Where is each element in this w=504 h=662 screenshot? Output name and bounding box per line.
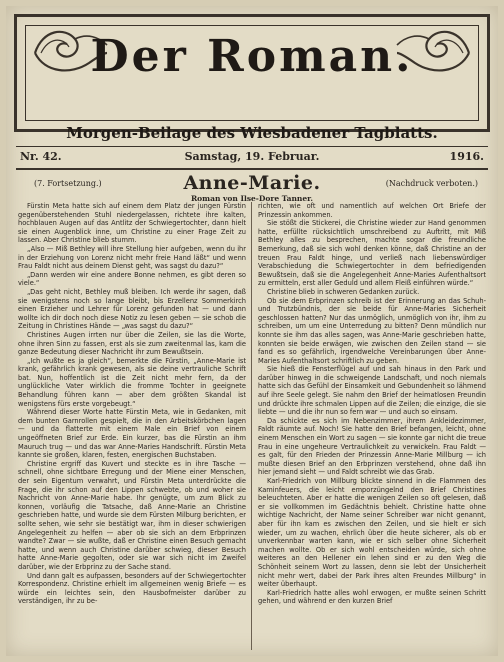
- article-author: Roman von Ilse-Dore Tanner.: [190, 194, 314, 203]
- issue-info-line: [20, 150, 484, 166]
- paragraph: Fürstin Meta hatte sich auf einem dem Platz der jungen Fürstin gegenüberstehenden Stuhl niedergelassen, richtete ihre kalten, hochblauen Augen auf das Antlitz der Schwiegertochter, dann hielt sie einen Augenblick inne, um Christine zu einer Frage Zeit zu lassen. Aber Christine blieb stumm.: [18, 202, 246, 245]
- continuation-note: (7. Fortsetzung.): [34, 179, 102, 188]
- issue-year: 1916.: [449, 150, 484, 163]
- newspaper-subtitle: Morgen-Beilage des Wiesbadener Tagblatts.: [66, 124, 438, 142]
- article-column-right: [258, 202, 486, 650]
- paragraph: Da schickte es sich im Nebenzimmer, ihrem Ankleidezimmer, Faldt räumte auf. Noch! Sie hatte den Brief befangen, leicht, ohne einem Menschen ein Wort zu sagen — sie konnte gar nicht die treue Frau in eine ungeheure Vertraulichkeit zu verwickeln. Frau Faldt — es galt, für den Frieden der Prinzessin Anne-Marie Millburg — ich mußte diesen Brief an den Erbprinzen verstehend, ohne daß ihn hier jemand sieht — und Faldt schreibt wie das Grab.: [258, 415, 486, 477]
- paragraph: richten, wie oft und namentlich auf welchen Ort Briefe der Prinzessin ankommen.: [258, 202, 486, 219]
- paragraph: Karl-Friedrich hatte alles wohl erwogen, er mußte seinen Schritt gehen, und während er den kurzen Brief: [258, 587, 486, 606]
- header-rule-bottom: [16, 168, 488, 170]
- header-rule-top: [16, 146, 488, 147]
- paragraph: „Also — Miß Bethley will ihre Stellung hier aufgeben, wenn du ihr in der Erziehung von Lorenz nicht mehr freie Hand läßt“ und wenn Frau Faldt nicht aus deinem Dienst geht, was sagst du dazu?“: [18, 243, 246, 271]
- paragraph: Sie stößt die Stickerei, die Christine wieder zur Hand genommen hatte, erfüllte rücksichtlich umschreibend zu Auftritt, mit Miß Bethley alles zu besprechen, machte sogar die freundliche Bemerkung, daß sie sich wohl denken könne, daß Christine an der treuen Frau Faldt hinge, und verließ nach liebenswürdiger Verabschiedung die Schwiegertochter in dem befriedigenden Bewußtsein, daß sie die Angelegenheit Anne-Maries Aufenthaltsort zu ermitteln, erst aller Geduld und allem Fleiß einführen würde.“: [258, 218, 486, 288]
- issue-date: Samstag, 19. Februar.: [184, 150, 320, 163]
- reprint-note: (Nachdruck verboten.): [385, 179, 478, 188]
- paragraph: Während dieser Worte hatte Fürstin Meta, wie in Gedanken, mit dem bunten Garnrollen gespielt, die in den Arbeitskörbchen lagen — und da flatterte mit einem Male ein Brief von einem ungeöffneten Brief zur Erde. Ein kurzer, bas die Fürstin an ihm Mauruch trug — und das war Anne-Maries Handschrift. Fürstin Meta kannte sie großen, klaren, festen, energischen Buchstaben.: [18, 407, 246, 460]
- issue-number: Nr. 42.: [20, 150, 62, 163]
- article-column-left: [18, 202, 246, 650]
- masthead-frame: [14, 14, 490, 132]
- newspaper-page: [6, 6, 498, 656]
- paragraph: Karl-Friedrich von Millburg blickte sinnend in die Flammen des Kaminfeuers, die leicht emporzüngelnd den Brief Christines beleuchteten. Aber er hatte die wenigen Zeilen so oft gelesen, daß er sie vollkommen im Gedächtnis behielt. Christine hatte ohne wichtige Nachricht, der Name seiner Schreiber war nicht genannt, aber für ihn kam es zwischen den Zeilen, und sie hielt er sich wieder, um zu wachen, ehrlich über die heute sicherer, als ob er unverkennbar warten kann, wie er sich selber ohne Sicherheit machen wollte. Ob er sich wohl entscheiden würde, sich ohne weiteres an den Hellener ein lehen sind er zu den Weg die Schönheit seinem Wort zu lassen, denn sie lebt der Unsicherheit nicht mehr wert, dabei der Park ihres alten Freundes Millburg“ in weiter überhaupt.: [258, 476, 486, 589]
- paragraph: Christine ergriff das Kuvert und steckte es in ihre Tasche — schnell, ohne sichtbare Erregung und der Miene einer Menschen, der sein Eigentum verwahrt, und Fürstin Meta unterdrückte die Frage, die ihr schon auf den Lippen schwebte, ob und woher sie Nachricht von Anne-Marie habe. Ihr genügte, um zum Blick zu konnen, vorläufig die Tatsache, daß Anne-Marie an Christine geschrieben hatte, und wurde sie dem Fürsten Milburg berichten, er sollte sehen, wie sehr sie bestätigt war, ihm in dieser schwierigen Angelegenheit zu helfen — aber ob sie sich an dem Erbprinzen wandte? Zwar — sie wußte, daß er Christine einen Besuch gemacht hatte, und wenn auch Christine darüber schwieg, dieser Besuch hatte Anne-Marie gegolten, oder sie war sich nicht im Zweifel darüber, wie der Erbprinz zu der Sache stand.: [18, 458, 246, 571]
- paragraph: Christines Augen irrten nur über die Zeilen, sie las die Worte, ohne ihren Sinn zu fassen, erst als sie zum zweitenmal las, kam die ganze Bedeutung dieser Nachricht ihr zum Bewußtsein.: [18, 329, 246, 357]
- paragraph: Sie hieß die Fensterflügel auf und sah hinaus in den Park und darüber hinweg in die schweigende Landschaft, und noch niemals hatte sich das Gefühl der Einsamkeit und Gebundenheit so lähmend auf ihre Seele gelegt. Sie nahm den Brief der heimatlosen Freundin und drückte ihre schmalen Lippen auf die Zeilen; die einzige, die sie liebte — und die ihr nun so fern war — und auch so einsam.: [258, 364, 486, 417]
- paragraph: „Dann werden wir eine andere Bonne nehmen, es gibt deren so viele.“: [18, 269, 246, 288]
- article-title: Anne-Marie.: [183, 172, 321, 194]
- paragraph: Christine blieb in schweren Gedanken zurück.: [267, 286, 420, 296]
- column-divider: [251, 202, 252, 650]
- paragraph: „Ich wußte es ja gleich“, bemerkte die Fürstin, „Anne-Marie ist krank, gefährlich krank gewesen, als sie deine vertrauliche Schrift bat. Nun, hoffentlich ist die Zeit nicht mehr fern, da der unglückliche Vater wirklich die fromme Tochter in geeignete Behandlung führen kann — aber dem größten Skandal ist wenigstens fürs erste vorgebeugt.“: [18, 355, 246, 408]
- newspaper-title: Der Roman.: [90, 31, 414, 82]
- paragraph: Ob sie dem Erbprinzen schreib ist der Erinnerung an das Schuh- und Trutzbündnis, der sie beide für Anne-Maries Sicherheit geschlossen hatten? Nur das unmöglich, unmöglich von ihr, ihm zu schreiben, um um eine Unterredung zu bitten? Denn mündlich nur konnte sie ihm das alles sagen, was Anne-Marie geschrieben hatte, konnten sie beide erwägen, wie zwischen den Zeilen stand — sie fand es so gefährlich, irgendwelche Vereinbarungen über Anne-Maries Aufenthaltsort schriftlich zu geben.: [258, 295, 486, 365]
- paragraph: „Das geht nicht, Bethley muß bleiben. Ich werde ihr sagen, daß sie wenigstens noch so lange bleibt, bis Erzellenz Sommerkirch einen Erzieher und Lehrer für Lorenz gefunden hat — und dann wollte ich dir doch noch diese Notiz zu lesen geben — sie schob die Zeitung in Christines Hände — „was sagst du dazu?“: [18, 286, 246, 331]
- paragraph: Und dann galt es aufpassen, besonders auf der Schwiegertochter Korrespondenz. Christine erhielt im allgemeinen wenig Briefe — es würde ein leichtes sein, den Hausbofmeister darüber zu verständigen, ihr zu be-: [18, 570, 246, 606]
